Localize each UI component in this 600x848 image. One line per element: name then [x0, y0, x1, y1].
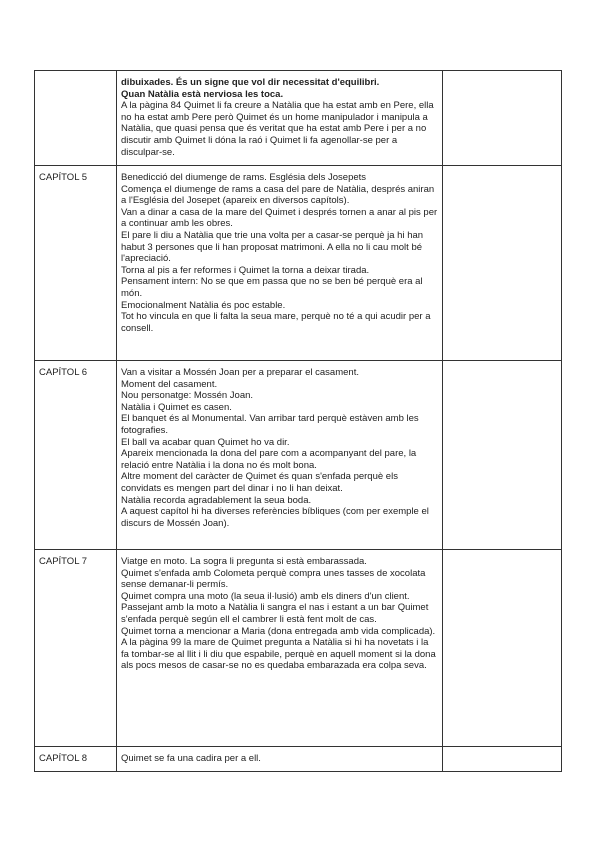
summary-line: Quimet se fa una cadira per a ell. — [121, 753, 261, 764]
chapter-notes-table — [34, 70, 562, 772]
summary-line: El pare li diu a Natàlia que trie una volta per a casar-se perquè ja hi han habut 3 persones que li han proposat matrimoni. A ella no li cau molt bé l'apreciació. — [121, 229, 424, 265]
table-row — [35, 747, 562, 772]
summary-line: Quimet torna a mencionar a Maria (dona entregada amb vida complicada). — [121, 625, 436, 637]
summary-cell — [117, 361, 443, 550]
summary-line: Pensament intern: No se que em passa que no se ben bé perquè era al món. — [121, 276, 423, 299]
summary-bold-line: dibuixades. És un signe que vol dir necessitat d'equilibri. — [121, 77, 380, 88]
chapter-cell: CAPÍTOL 7 — [35, 550, 117, 747]
summary-cell — [117, 747, 443, 772]
summary-line: Altre moment del caràcter de Quimet és quan s'enfada perquè els convidats es mengen part del dinar i no li han deixat. — [121, 471, 398, 494]
summary-line: El banquet és al Monumental. Van arribar tard perquè estàven amb les fotografies. — [121, 413, 419, 436]
summary-line: Nou personatge: Mossén Joan. — [121, 390, 254, 402]
summary-line: El ball va acabar quan Quimet ho va dir. — [121, 436, 290, 448]
chapter-cell — [35, 71, 117, 166]
summary-bold-line: Quan Natàlia està nerviosa les toca. — [121, 88, 284, 100]
summary-cell — [117, 71, 443, 166]
chapter-cell: CAPÍTOL 8 — [35, 747, 117, 772]
notes-cell — [443, 747, 562, 772]
table-row — [35, 166, 562, 361]
summary-line: A aquest capítol hi ha diverses referències bíbliques (com per exemple el discurs de Mossén Joan). — [121, 506, 429, 529]
summary-line: Tot ho vincula en que li falta la seua mare, perquè no té a qui acudir per a consell. — [121, 311, 431, 334]
notes-cell — [443, 71, 562, 166]
summary-line: A la pàgina 84 Quimet li fa creure a Natàlia que ha estat amb en Pere, ella no ha estat amb Pere però Quimet és un home manipulador i manipula a Natàlia, que quasi pensa que és veritat que ha estat amb Pere i per a no discutir amb Quimet li dóna la raó i Quimet li fa agenollar-se per a disculpar-se. — [121, 100, 434, 158]
notes-cell — [443, 361, 562, 550]
summary-line: Comença el diumenge de rams a casa del pare de Natàlia, després aniran a l'Església del Josepet (apareix en diversos capítols). — [121, 183, 435, 207]
table-row — [35, 71, 562, 166]
summary-line: Natàlia recorda agradablement la seua boda. — [121, 494, 312, 506]
summary-line: A la pàgina 99 la mare de Quimet pregunta a Natàlia si hi ha novetats i la fa tombar-se al llit i li diu que espabile, perquè en aquell moment si la dona als pocs mesos de casar-se no es quedaba embarazada era colpa seva. — [121, 637, 436, 672]
summary-line: Quimet s'enfada amb Colometa perquè compra unes tasses de xocolata sense demanar-li permís. — [121, 567, 426, 591]
notes-cell — [443, 550, 562, 747]
summary-line: Quimet compra una moto (la seua il·lusió) amb els diners d'un client. — [121, 590, 410, 602]
summary-line: Passejant amb la moto a Natàlia li sangra el nas i estant a un bar Quimet s'enfada perquè según ell el cambrer li està fent molt de cas. — [121, 602, 429, 625]
summary-line: Viatge en moto. La sogra li pregunta si està embarassada. — [121, 556, 367, 567]
chapter-cell: CAPÍTOL 6 — [35, 361, 117, 550]
chapter-cell: CAPÍTOL 5 — [35, 166, 117, 361]
table-row — [35, 361, 562, 550]
summary-line: Torna al pis a fer reformes i Quimet la torna a deixar tirada. — [121, 264, 370, 276]
summary-line: Van a dinar a casa de la mare del Quimet i després tornen a anar al pis per a continuar amb les obres. — [121, 206, 438, 230]
summary-cell — [117, 550, 443, 747]
summary-line: Emocionalment Natàlia és poc estable. — [121, 299, 286, 311]
table-row — [35, 550, 562, 747]
table-body — [35, 71, 562, 772]
summary-line: Natàlia i Quimet es casen. — [121, 401, 232, 413]
summary-line: Van a visitar a Mossén Joan per a preparar el casament. — [121, 367, 359, 378]
summary-cell — [117, 166, 443, 361]
summary-line: Moment del casament. — [121, 378, 218, 390]
summary-line: Apareix mencionada la dona del pare com a acompanyant del pare, la relació entre Natàlia i la dona no és molt bona. — [121, 448, 417, 471]
summary-line: Benedicció del diumenge de rams. Església dels Josepets — [121, 172, 367, 183]
notes-cell — [443, 166, 562, 361]
